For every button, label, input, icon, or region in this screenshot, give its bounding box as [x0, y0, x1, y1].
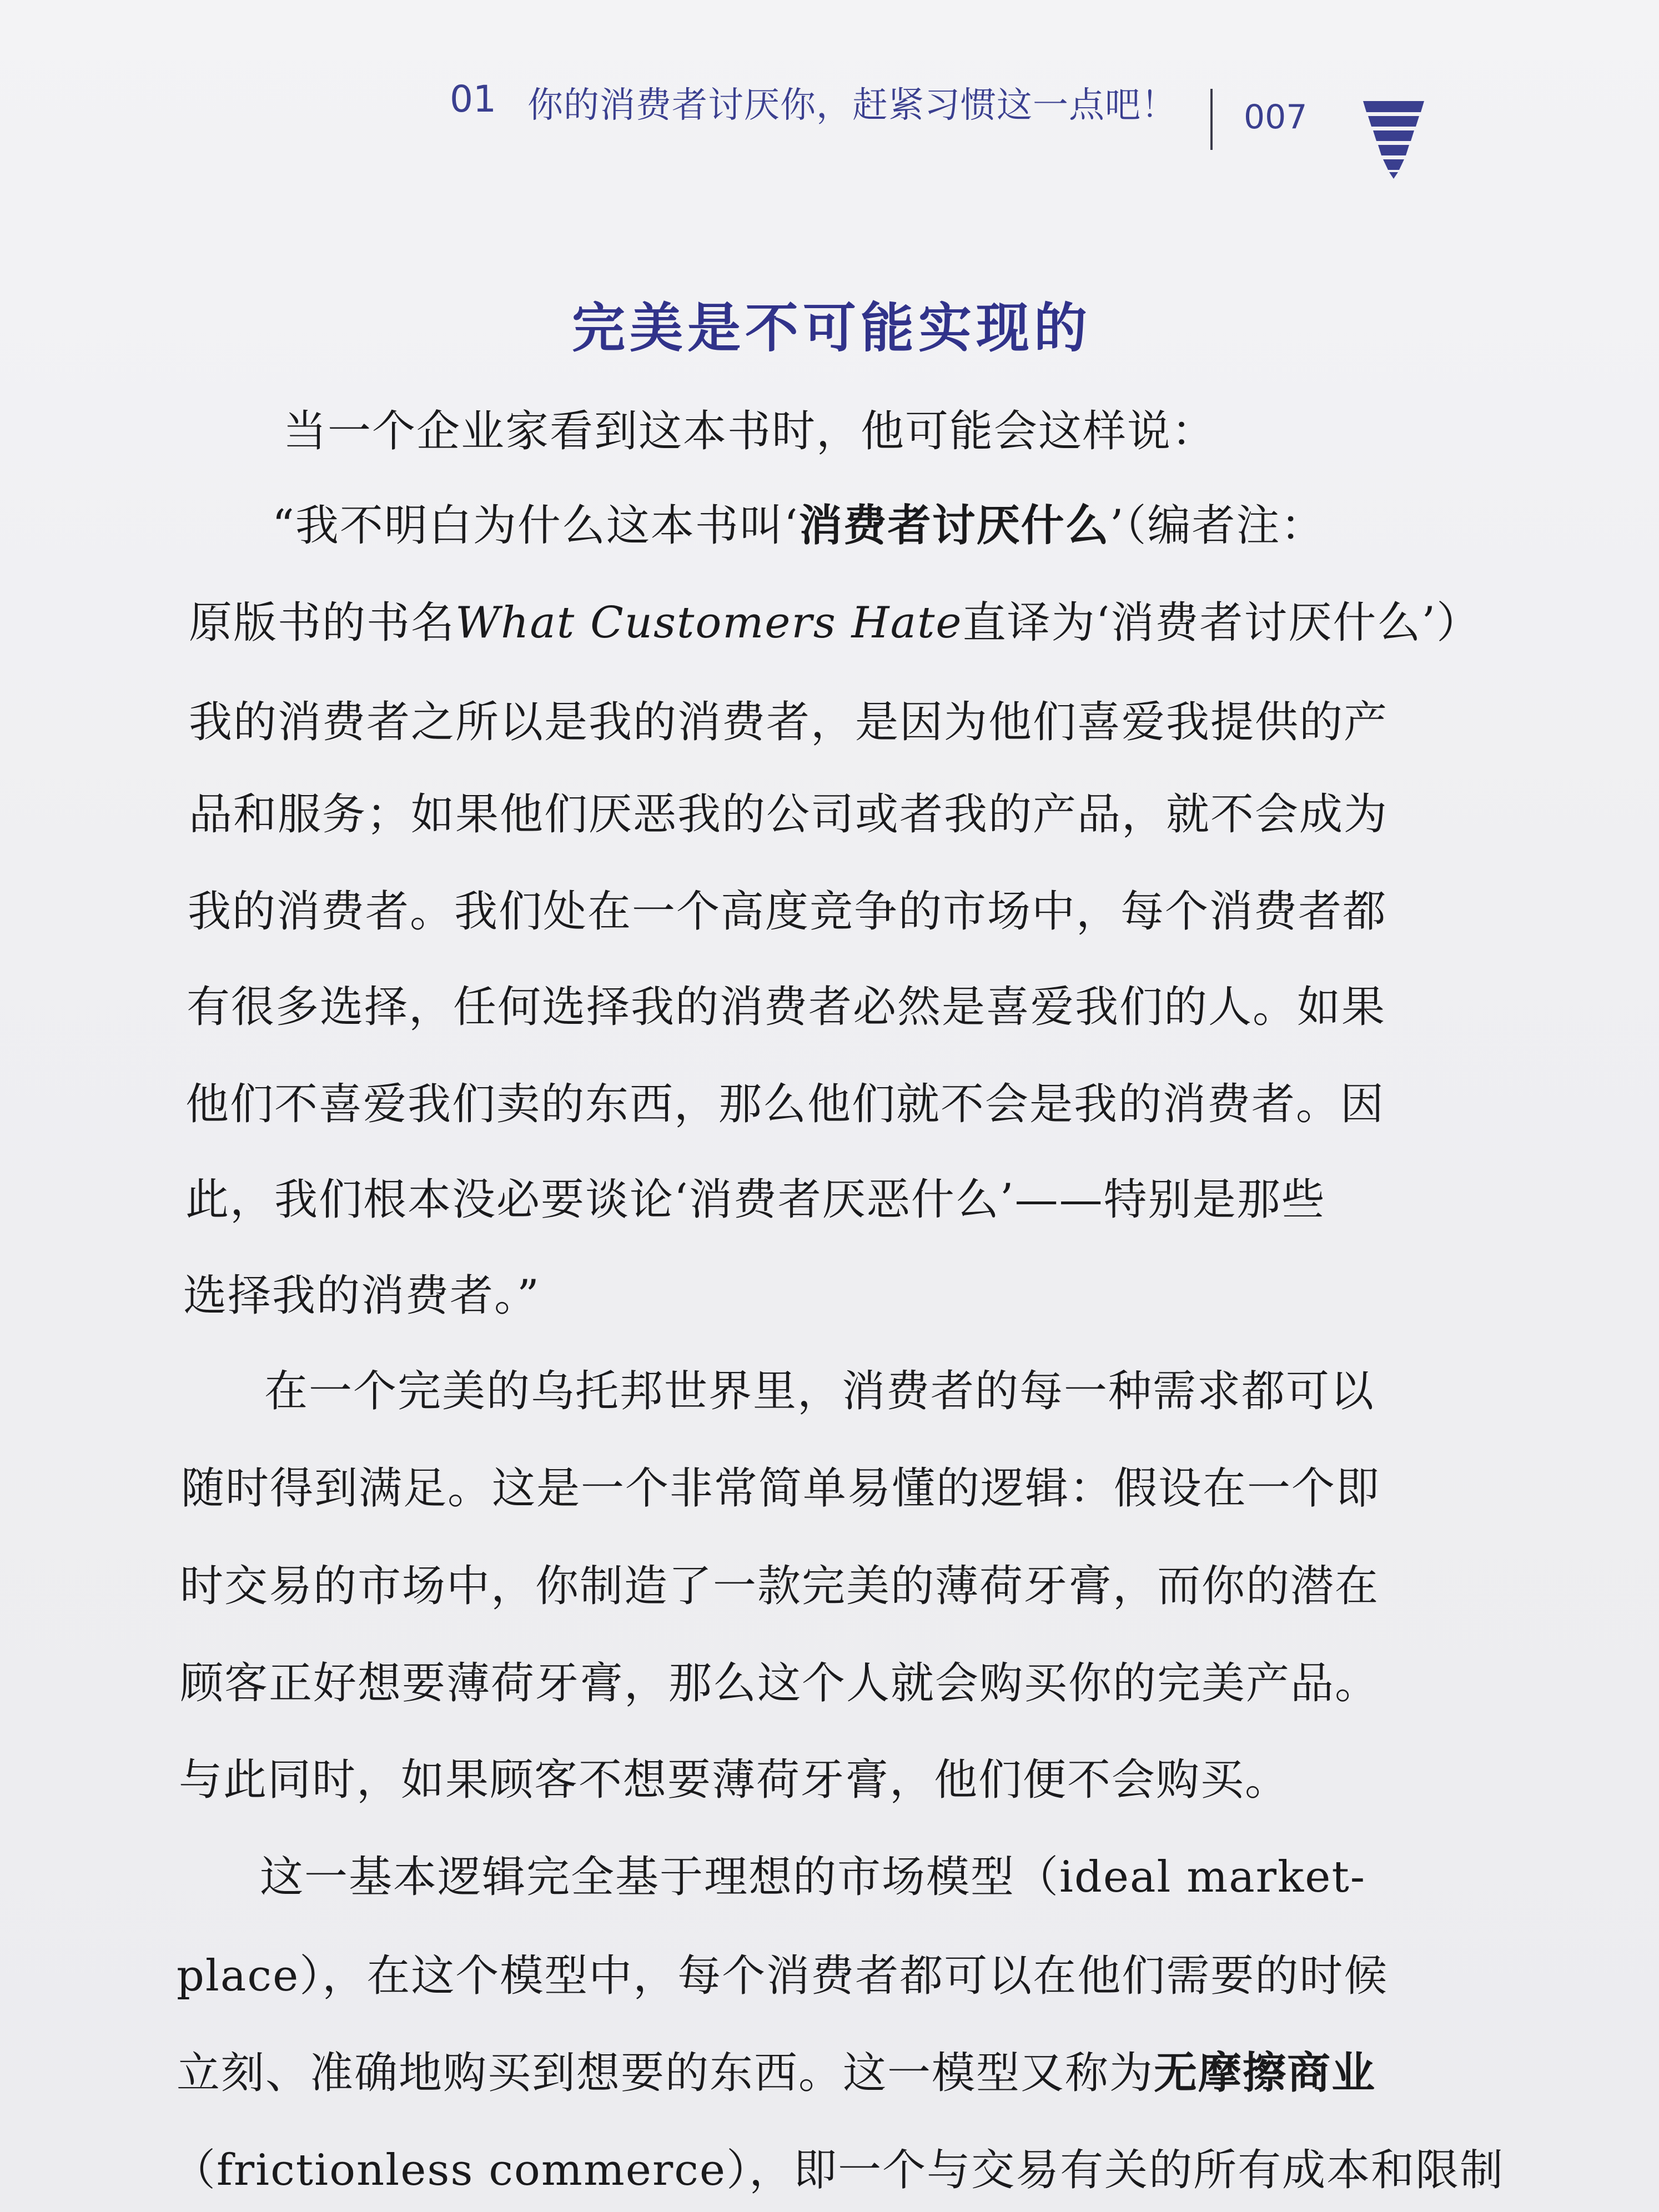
section-title: 完美是不可能实现的	[572, 296, 1092, 359]
text-line: 时交易的市场中，你制造了一款完美的薄荷牙膏，而你的潜在	[180, 1561, 1380, 1611]
text-segment: 原版书的书名	[189, 598, 456, 648]
funnel-icon	[1360, 101, 1427, 179]
text-line: 有很多选择，任何选择我的消费者必然是喜爱我们的人。如果	[187, 982, 1386, 1032]
text-line: 顾客正好想要薄荷牙膏，那么这个人就会购买你的完美产品。	[180, 1658, 1380, 1708]
running-header	[450, 67, 1505, 161]
bold-segment: 消费者讨厌什么	[798, 500, 1110, 551]
text-line: 他们不喜爱我们卖的东西，那么他们就不会是我的消费者。因	[185, 1079, 1385, 1129]
bold-segment: 无摩擦商业	[1154, 2048, 1376, 2098]
text-line	[177, 2048, 1376, 2098]
text-line: （frictionless commerce），即一个与交易有关的所有成本和限制	[172, 2145, 1505, 2195]
text-line: 这一基本逻辑完全基于理想的市场模型（ideal market-	[260, 1852, 1366, 1902]
text-line: 在一个完美的乌托邦世界里，消费者的每一种需求都可以	[264, 1366, 1375, 1416]
text-segment: 立刻、准确地购买到想要的东西。这一模型又称为	[177, 2048, 1154, 2098]
text-line: 当一个企业家看到这本书时，他可能会这样说：	[283, 406, 1216, 456]
text-segment: 直译为‘消费者讨厌什么’）	[962, 598, 1481, 648]
chapter-title: 你的消费者讨厌你，赶紧习惯这一点吧！	[527, 85, 1177, 126]
text-line: 此，我们根本没必要谈论‘消费者厌恶什么’——特别是那些	[185, 1175, 1326, 1225]
text-segment: ’（编者注：	[1109, 501, 1325, 551]
text-line: 品和服务；如果他们厌恶我的公司或者我的产品，就不会成为	[189, 790, 1389, 839]
text-line: 与此同时，如果顾客不想要薄荷牙膏，他们便不会购买。	[179, 1755, 1290, 1805]
text-line: 我的消费者之所以是我的消费者，是因为他们喜爱我提供的产	[189, 697, 1389, 747]
text-line: place），在这个模型中，每个消费者都可以在他们需要的时候	[177, 1951, 1389, 2001]
text-line: 随时得到满足。这是一个非常简单易懂的逻辑：假设在一个即	[181, 1464, 1381, 1514]
text-segment: “我不明白为什么这本书叫‘	[272, 501, 799, 551]
chapter-number: 01	[450, 78, 496, 120]
italic-segment: What Customers Hate	[455, 598, 963, 648]
text-line: 我的消费者。我们处在一个高度竞争的市场中，每个消费者都	[188, 887, 1387, 937]
text-line	[189, 598, 1481, 648]
header-divider	[1210, 89, 1213, 150]
text-line: 选择我的消费者。”	[183, 1271, 540, 1321]
text-line	[272, 500, 1325, 551]
page-number: 007	[1244, 98, 1308, 137]
